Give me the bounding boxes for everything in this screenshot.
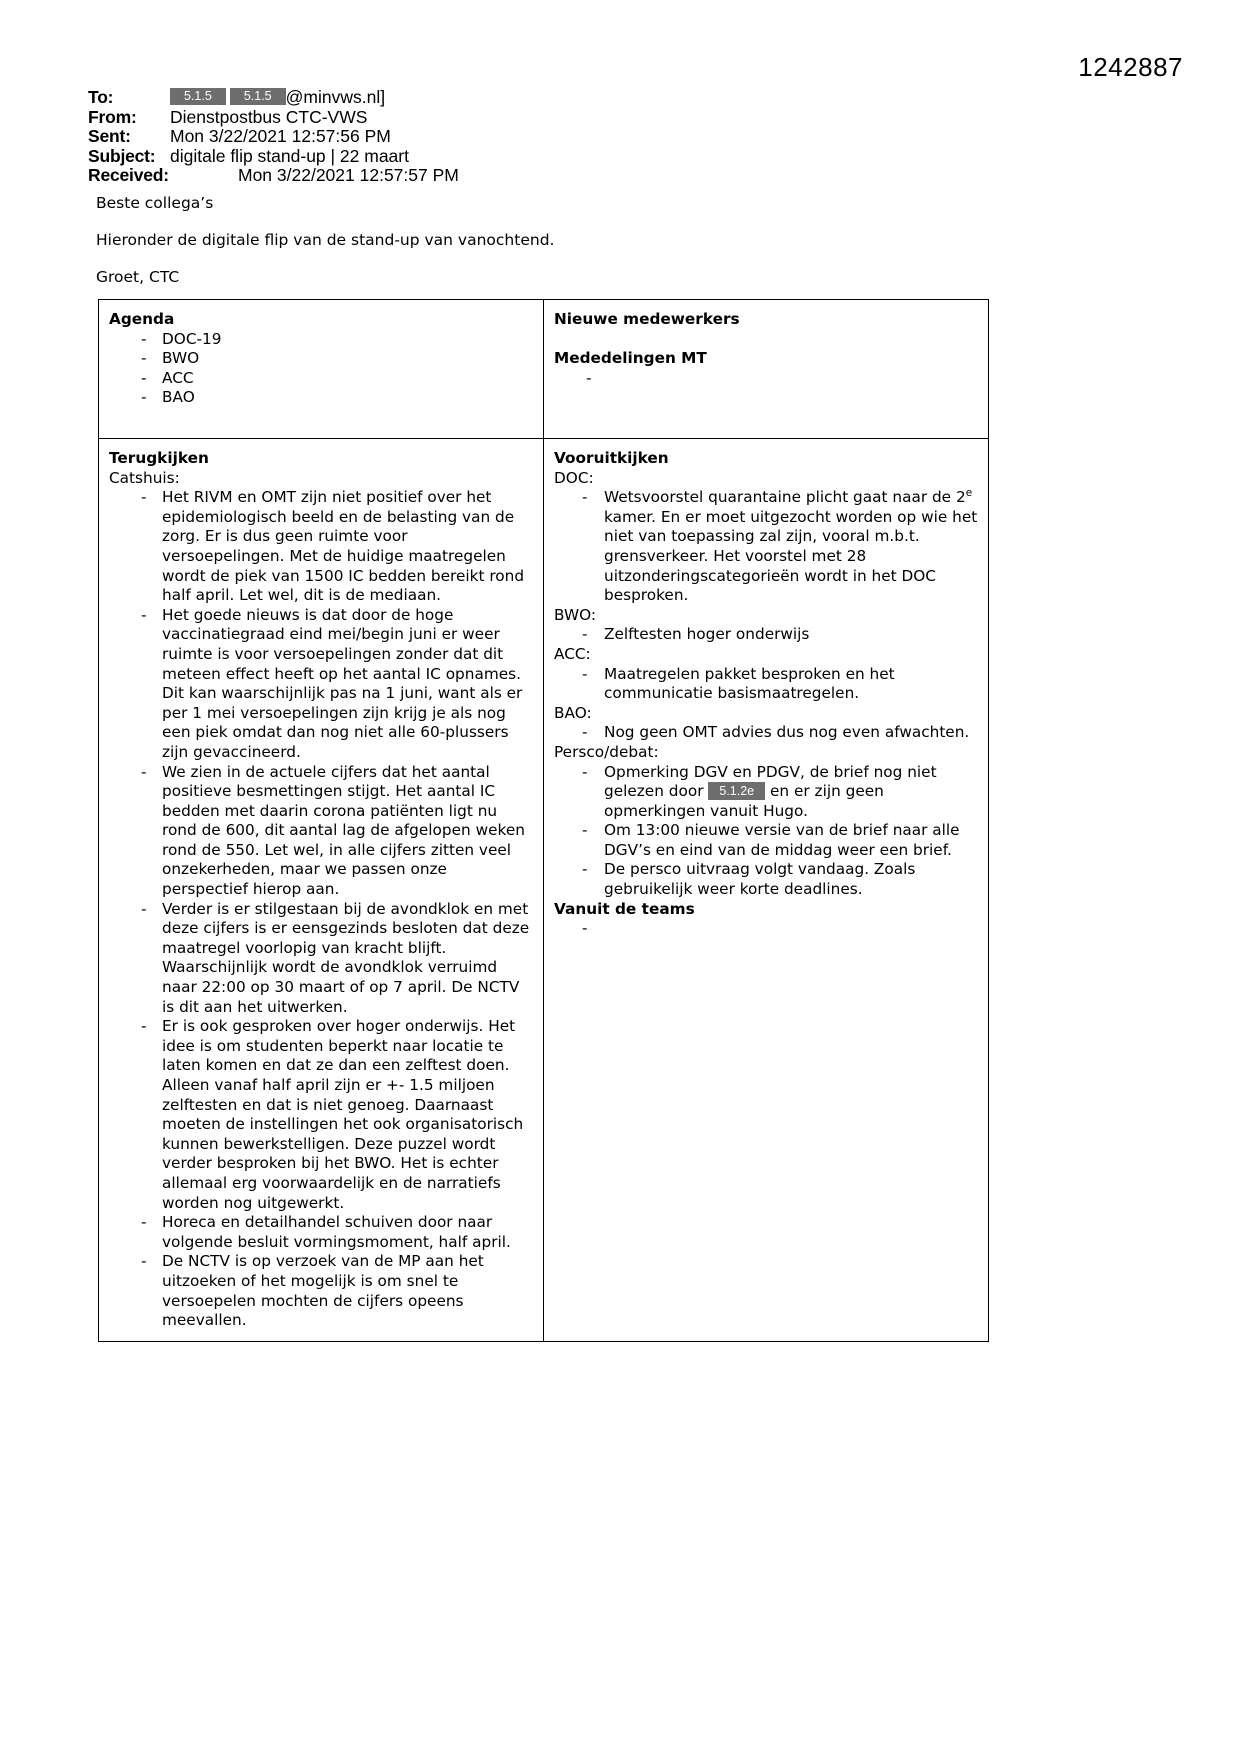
nieuwe-medewerkers-title: Nieuwe medewerkers — [554, 310, 740, 328]
email-header-label-received: Received: — [88, 165, 169, 186]
email-header-row-received — [88, 166, 788, 186]
email-header-label-sent: Sent: — [88, 126, 131, 147]
email-header-label-from: From: — [88, 106, 137, 127]
email-header-row-sent — [88, 127, 788, 147]
email-header-label-to: To: — [88, 87, 114, 107]
vooruitkijken-list-doc — [554, 488, 978, 606]
document-number: 1242887 — [1078, 52, 1183, 82]
list-item: - Verder is er stilgestaan bij de avondklok en met deze cijfers is er eensgezinds besloten dat deze maatregel voorlopig van kracht blijft. Waarschijnlijk wordt de avondklok verruimd naar 22:00 op 30 maart of op 7 april. De NCTV is dit aan het uitwerken. — [109, 900, 533, 1018]
list-item: - ACC — [109, 369, 533, 389]
list-item — [554, 919, 978, 939]
digital-flip-table — [98, 299, 989, 1342]
vanuit-de-teams-list — [554, 919, 978, 939]
intro-body: Hieronder de digitale flip van de stand-up van vanochtend. — [96, 231, 555, 249]
terugkijken-list — [109, 488, 533, 1331]
list-item: - Nog geen OMT advies dus nog even afwachten. — [554, 723, 978, 743]
email-intro-body — [96, 194, 916, 305]
list-item: - Het goede nieuws is dat door de hoge vaccinatiegraad eind mei/begin juni er weer ruimte is voor versoepelingen zonder dat dit meteen effect heeft op het aantal IC opnames. Dit kan waarschijnlijk pas na 1 juni, want als er per 1 mei versoepelingen zijn krijg je als nog een piek omdat dan nog niet alle 60-plussers zijn gevaccineerd. — [109, 606, 533, 763]
vooruitkijken-list-bwo — [554, 625, 978, 645]
intro-signoff: Groet, CTC — [96, 268, 180, 286]
list-item: - Zelftesten hoger onderwijs — [554, 625, 978, 645]
vooruitkijken-group-label-bao: BAO: — [554, 703, 592, 722]
list-item — [554, 369, 978, 389]
vooruitkijken-group-label-doc: DOC: — [554, 468, 594, 487]
vooruitkijken-title: Vooruitkijken — [554, 449, 669, 467]
cell-terugkijken — [99, 439, 544, 1342]
email-header-row-to — [88, 88, 788, 108]
email-header-value-sent: Mon 3/22/2021 12:57:56 PM — [170, 126, 391, 147]
vooruitkijken-list-bao — [554, 723, 978, 743]
email-header-row-subject — [88, 147, 788, 167]
cell-agenda — [99, 300, 544, 439]
list-item: - De NCTV is op verzoek van de MP aan het uitzoeken of het mogelijk is om snel te versoepelen mochten de cijfers opeens meevallen. — [109, 1252, 533, 1330]
email-to-domain: @minvws.nl] — [285, 87, 386, 107]
email-header-row-from — [88, 108, 788, 128]
email-header-value-to — [170, 88, 385, 108]
terugkijken-subheading: Catshuis: — [109, 468, 180, 487]
vooruitkijken-list-persco — [554, 763, 978, 900]
redaction-badge: 5.1.5 — [228, 88, 286, 105]
vooruitkijken-list-acc — [554, 665, 978, 704]
vooruitkijken-group-label-bwo: BWO: — [554, 605, 596, 624]
list-item: - Wetsvoorstel quarantaine plicht gaat naar de 2e kamer. En er moet uitgezocht worden op wie het niet van toepassing zal zijn, vooral m.b.t. grensverkeer. Het voorstel met 28 uitzonderingscategorieën wordt in het DOC besproken. — [554, 488, 978, 606]
cell-vooruitkijken — [544, 439, 989, 1342]
list-item: - Het RIVM en OMT zijn niet positief over het epidemiologisch beeld en de belasting van de zorg. Er is dus geen ruimte voor versoepelingen. Met de huidige maatregelen wordt de piek van 1500 IC bedden bereikt rond half april. Let wel, dit is de mediaan. — [109, 488, 533, 606]
mededelingen-mt-title: Mededelingen MT — [554, 349, 707, 368]
mededelingen-mt-list — [554, 369, 978, 389]
list-item: - Om 13:00 nieuwe versie van de brief naar alle DGV’s en eind van de middag weer een brief. — [554, 821, 978, 860]
list-item: - We zien in de actuele cijfers dat het aantal positieve besmettingen stijgt. Het aantal IC bedden met daarin corona patiënten ligt nu rond de 600, dit aantal lag de afgelopen weken rond de 550. Let wel, in alle cijfers zitten veel onzekerheden, maar we passen onze perspectief hierop aan. — [109, 763, 533, 900]
email-header-value-from: Dienstpostbus CTC-VWS — [170, 106, 368, 127]
cell-nieuwe-medewerkers — [544, 300, 989, 439]
list-item: - Horeca en detailhandel schuiven door naar volgende besluit vormingsmoment, half april. — [109, 1213, 533, 1252]
list-item: - De persco uitvraag volgt vandaag. Zoals gebruikelijk weer korte deadlines. — [554, 860, 978, 899]
vanuit-de-teams-title: Vanuit de teams — [554, 899, 695, 918]
intro-greeting: Beste collega’s — [96, 194, 214, 212]
agenda-list — [109, 330, 533, 408]
email-header — [88, 88, 788, 186]
email-header-value-subject: digitale flip stand-up | 22 maart — [170, 145, 409, 166]
table-row — [99, 300, 989, 439]
redaction-badge: 5.1.5 — [170, 88, 226, 105]
email-header-value-received: Mon 3/22/2021 12:57:57 PM — [238, 165, 459, 186]
vooruitkijken-group-label-persco: Persco/debat: — [554, 742, 659, 761]
list-item: - BWO — [109, 349, 533, 369]
list-item: - DOC-19 — [109, 330, 533, 350]
list-item: - Maatregelen pakket besproken en het communicatie basismaatregelen. — [554, 665, 978, 704]
vooruitkijken-group-label-acc: ACC: — [554, 644, 591, 663]
list-item: - Opmerking DGV en PDGV, de brief nog niet gelezen door 5.1.2e en er zijn geen opmerkingen vanuit Hugo. — [554, 763, 978, 822]
list-item: - BAO — [109, 388, 533, 408]
agenda-title: Agenda — [109, 310, 175, 328]
email-header-label-subject: Subject: — [88, 145, 156, 166]
terugkijken-title: Terugkijken — [109, 449, 209, 467]
table-row — [99, 439, 989, 1342]
list-item: - Er is ook gesproken over hoger onderwijs. Het idee is om studenten beperkt naar locatie te laten komen en dat ze dan een zelftest doen. Alleen vanaf half april zijn er +- 1.5 miljoen zelftesten en dat is niet genoeg. Daarnaast moeten de instellingen het ook organisatorisch kunnen bewerkstelligen. Deze puzzel wordt verder besproken bij het BWO. Het is echter allemaal erg voorwaardelijk en de narratiefs worden nog uitgewerkt. — [109, 1017, 533, 1213]
